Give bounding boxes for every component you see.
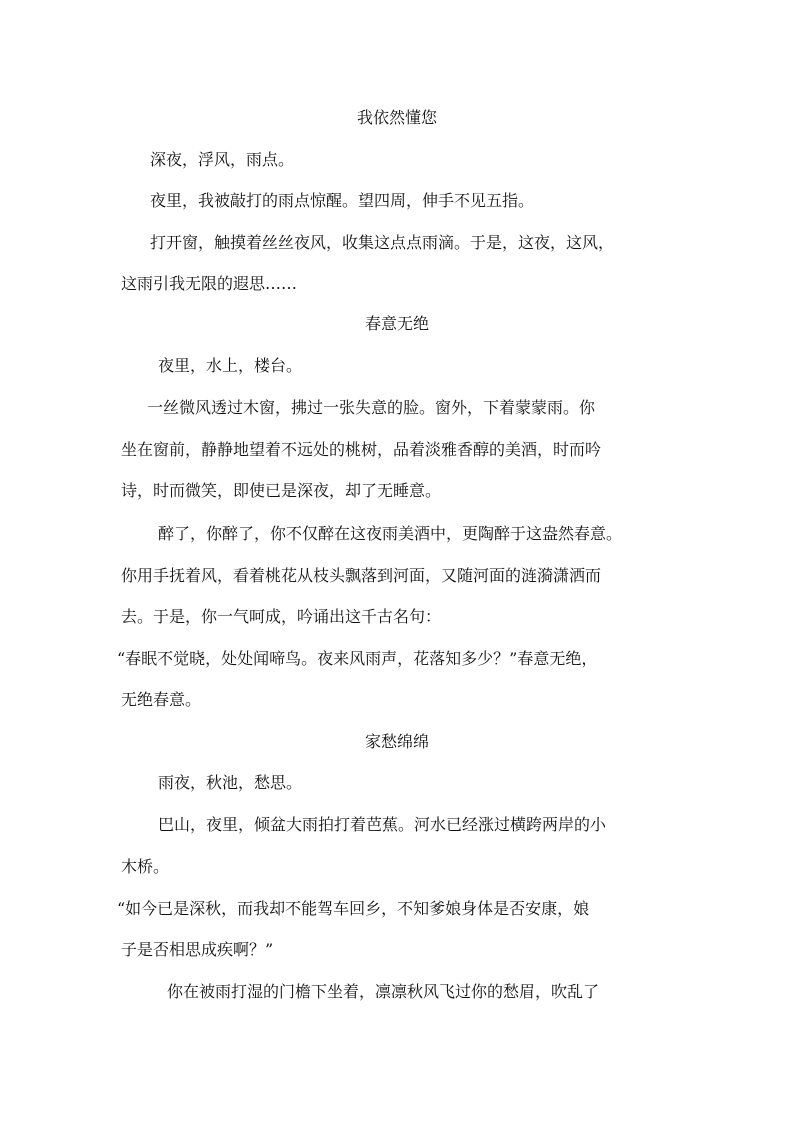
paragraph-line: “春眠不觉晓，处处闻啼鸟。夜来风雨声，花落知多少？”春意无绝， (117, 649, 598, 668)
paragraph-line: 坐在窗前，静静地望着不远处的桃树，品着淡雅香醇的美酒，时而吟 (121, 440, 602, 459)
paragraph-line: 夜里，我被敲打的雨点惊醒。望四周，伸手不见五指。 (150, 191, 535, 210)
section-title: 春意无绝 (364, 314, 429, 333)
paragraph-line: 子是否相思成疾啊？” (121, 940, 274, 959)
paragraph-line: 去。于是，你一气呵成，吟诵出这千古名句： (121, 607, 442, 626)
paragraph-line: 一丝微风透过木窗，拂过一张失意的脸。窗外，下着蒙蒙雨。你 (147, 398, 596, 417)
paragraph-line: 深夜，浮风，雨点。 (150, 150, 295, 169)
paragraph-line: 诗，时而微笑，即使已是深夜，却了无睡意。 (121, 481, 442, 500)
paragraph-line: 打开窗，触摸着丝丝夜风，收集这点点雨滴。于是，这夜，这风， (150, 233, 615, 252)
paragraph-line: 这雨引我无限的遐思…… (121, 274, 298, 293)
paragraph-line: 木桥。 (121, 857, 170, 876)
section-title: 家愁绵绵 (364, 732, 429, 751)
paragraph-line: 夜里，水上，楼台。 (158, 356, 303, 375)
paragraph-line: 你用手抚着风，看着桃花从枝头飘落到河面，又随河面的涟漪潇洒而 (121, 566, 602, 585)
paragraph-line: 无绝春意。 (121, 690, 202, 709)
paragraph-line: “如今已是深秋，而我却不能驾车回乡，不知爹娘身体是否安康，娘 (117, 899, 590, 918)
paragraph-line: 醉了，你醉了，你不仅醉在这夜雨美酒中，更陶醉于这盎然春意。 (158, 524, 623, 543)
section-title: 我依然懂您 (356, 108, 437, 127)
paragraph-line: 雨夜，秋池，愁思。 (158, 773, 303, 792)
paragraph-line: 巴山，夜里，倾盆大雨拍打着芭蕉。河水已经涨过横跨两岸的小 (158, 815, 607, 834)
paragraph-line: 你在被雨打湿的门檐下坐着，凛凛秋风飞过你的愁眉，吹乱了 (167, 982, 600, 1001)
